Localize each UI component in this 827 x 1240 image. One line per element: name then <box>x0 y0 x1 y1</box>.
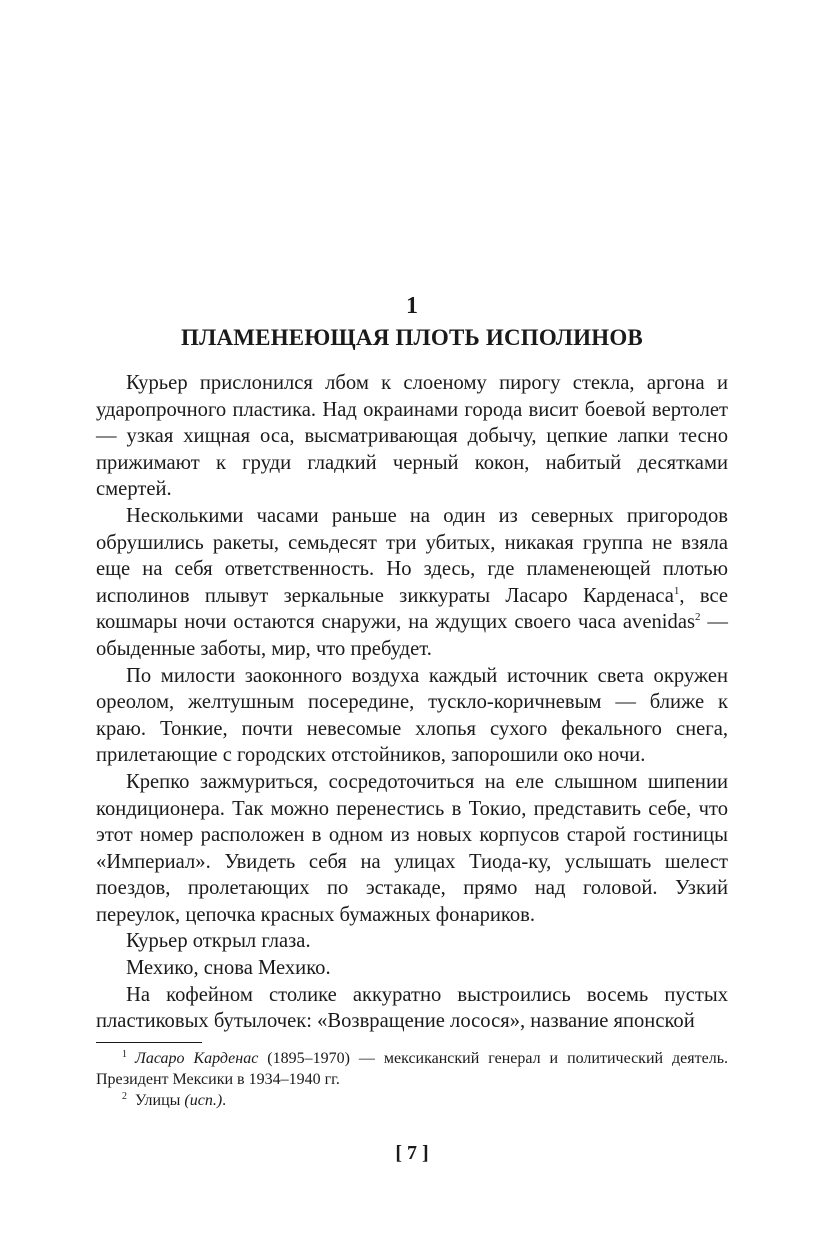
paragraph-4: Крепко зажмуриться, сосредоточиться на еле слышном шипении кондиционера. Так можно перенестись в Токио, представить себе, что этот номер расположен в одном из новых корпусов старой гостиницы «Империал». Увидеть себя на улицах Тиода-ку, услышать шелест поездов, пролетающих по эстакаде, прямо над головой. Узкий переулок, цепочка красных бумажных фонариков. <box>96 770 728 926</box>
chapter-title: ПЛАМЕНЕЮЩАЯ ПЛОТЬ ИСПОЛИНОВ <box>181 325 643 350</box>
book-page <box>96 0 728 1240</box>
paragraph-7: На кофейном столике аккуратно выстроились восемь пустых пластиковых бутылочек: «Возвращение лосося», название японской <box>96 983 728 1033</box>
footnote-1-text: (1895–1970) — мексиканский генерал и политический деятель. Президент Мексики в 1934–1940 гг. <box>96 1050 728 1088</box>
paragraph-1: Курьер прислонился лбом к слоеному пирогу стекла, аргона и ударопрочного пластика. Над окраинами города висит боевой вертолет — узкая хищная оса, высматривающая добычу, цепкие лапки тесно прижимают к груди гладкий черный кокон, набитый десятками смертей. <box>96 372 728 501</box>
paragraph-2-part-b: , все кошмары ночи остаются снаружи, на ждущих своего часа avenidas <box>96 584 728 634</box>
paragraph-2-part-c: — обыденные заботы, мир, что пребудет. <box>96 611 728 660</box>
paragraph-2-part-a: Несколькими часами раньше на один из северных пригородов обрушились ракеты, семьдесят три убитых, никакая группа не взяла еще на себя ответственность. Но здесь, где пламенеющей плотью исполинов плывут зеркальные зиккураты Ласаро Карденаса <box>96 504 728 607</box>
footnote-2-note: (исп.) <box>184 1092 223 1109</box>
footnote-2-tail: . <box>222 1092 227 1109</box>
paragraph-2 <box>96 503 728 663</box>
body-text <box>96 370 728 1035</box>
footnote-2-name: Улицы <box>135 1092 185 1109</box>
footnote-2 <box>96 1090 728 1111</box>
footnote-1-mark: 1 <box>122 1048 127 1060</box>
footnote-2-mark: 2 <box>122 1090 127 1102</box>
chapter-number: 1 <box>406 293 418 319</box>
footnote-ref-1: 1 <box>673 584 680 597</box>
page-number: [ 7 ] <box>395 1142 429 1164</box>
footnote-1 <box>96 1048 728 1090</box>
paragraph-5: Курьер открыл глаза. <box>126 930 311 953</box>
footnotes <box>96 1048 728 1111</box>
footnote-ref-2: 2 <box>694 611 701 624</box>
paragraph-6: Мехико, снова Мехико. <box>126 957 331 980</box>
footnote-1-name: Ласаро Карденас <box>135 1050 259 1067</box>
paragraph-3: По милости заоконного воздуха каждый источник света окружен ореолом, желтушным посередине, тускло-коричневым — ближе к краю. Тонкие, почти невесомые хлопья сухого фекального снега, прилетающие с городских отстойников, запорошили око ночи. <box>96 664 728 767</box>
footnote-divider <box>96 1042 202 1043</box>
